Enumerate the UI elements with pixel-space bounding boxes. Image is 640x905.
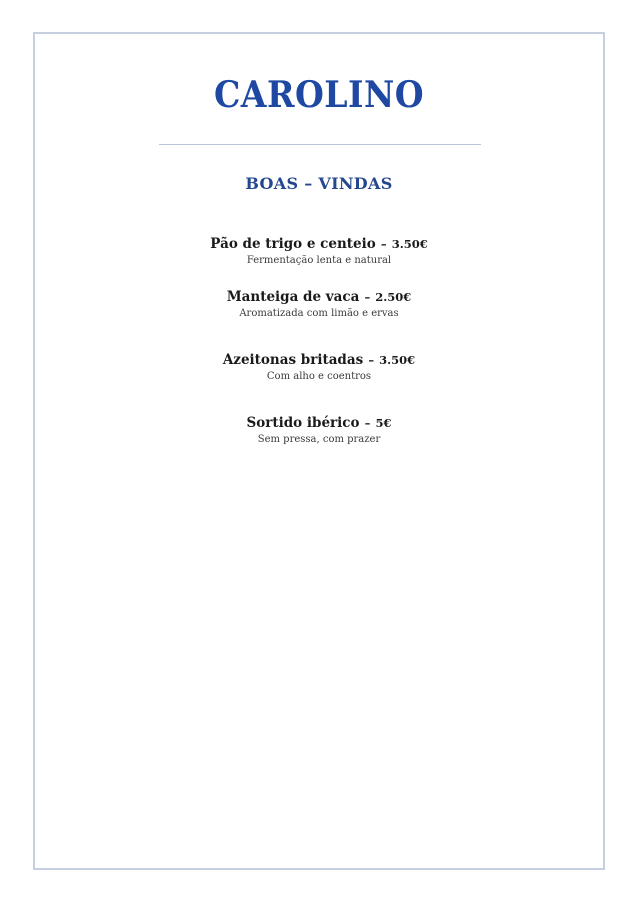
menu-item-line [35, 287, 603, 306]
menu-item-description: Fermentação lenta e natural [246, 255, 392, 266]
menu-item-price: 3.50€ [391, 237, 428, 251]
menu-item-line [35, 413, 603, 432]
menu-item-line [35, 350, 603, 369]
price-separator: – [364, 416, 371, 430]
section-title: BOAS – VINDAS [245, 174, 393, 193]
menu-page [33, 32, 605, 870]
price-separator: – [368, 353, 375, 367]
menu-item-price: 3.50€ [379, 353, 416, 367]
menu-item-description: Com alho e coentros [266, 371, 372, 382]
menu-item [35, 350, 603, 385]
brand-logo-text: CAROLINO [213, 74, 425, 116]
menu-item-name: Sortido ibérico [246, 415, 360, 431]
menu-item-name: Manteiga de vaca [226, 289, 360, 305]
menu-item-description: Aromatizada com limão e ervas [239, 308, 399, 319]
menu-item [35, 413, 603, 448]
menu-item-name: Azeitonas britadas [222, 352, 364, 368]
menu-item-line [35, 234, 603, 253]
menu-item-name: Pão de trigo e centeio [210, 236, 376, 252]
header-divider [159, 144, 481, 145]
price-separator: – [380, 237, 387, 251]
menu-item-description: Sem pressa, com prazer [257, 434, 381, 445]
menu-item [35, 287, 603, 322]
menu-item-price: 2.50€ [375, 290, 412, 304]
menu-item-price: 5€ [375, 416, 392, 430]
menu-item [35, 234, 603, 269]
price-separator: – [364, 290, 371, 304]
